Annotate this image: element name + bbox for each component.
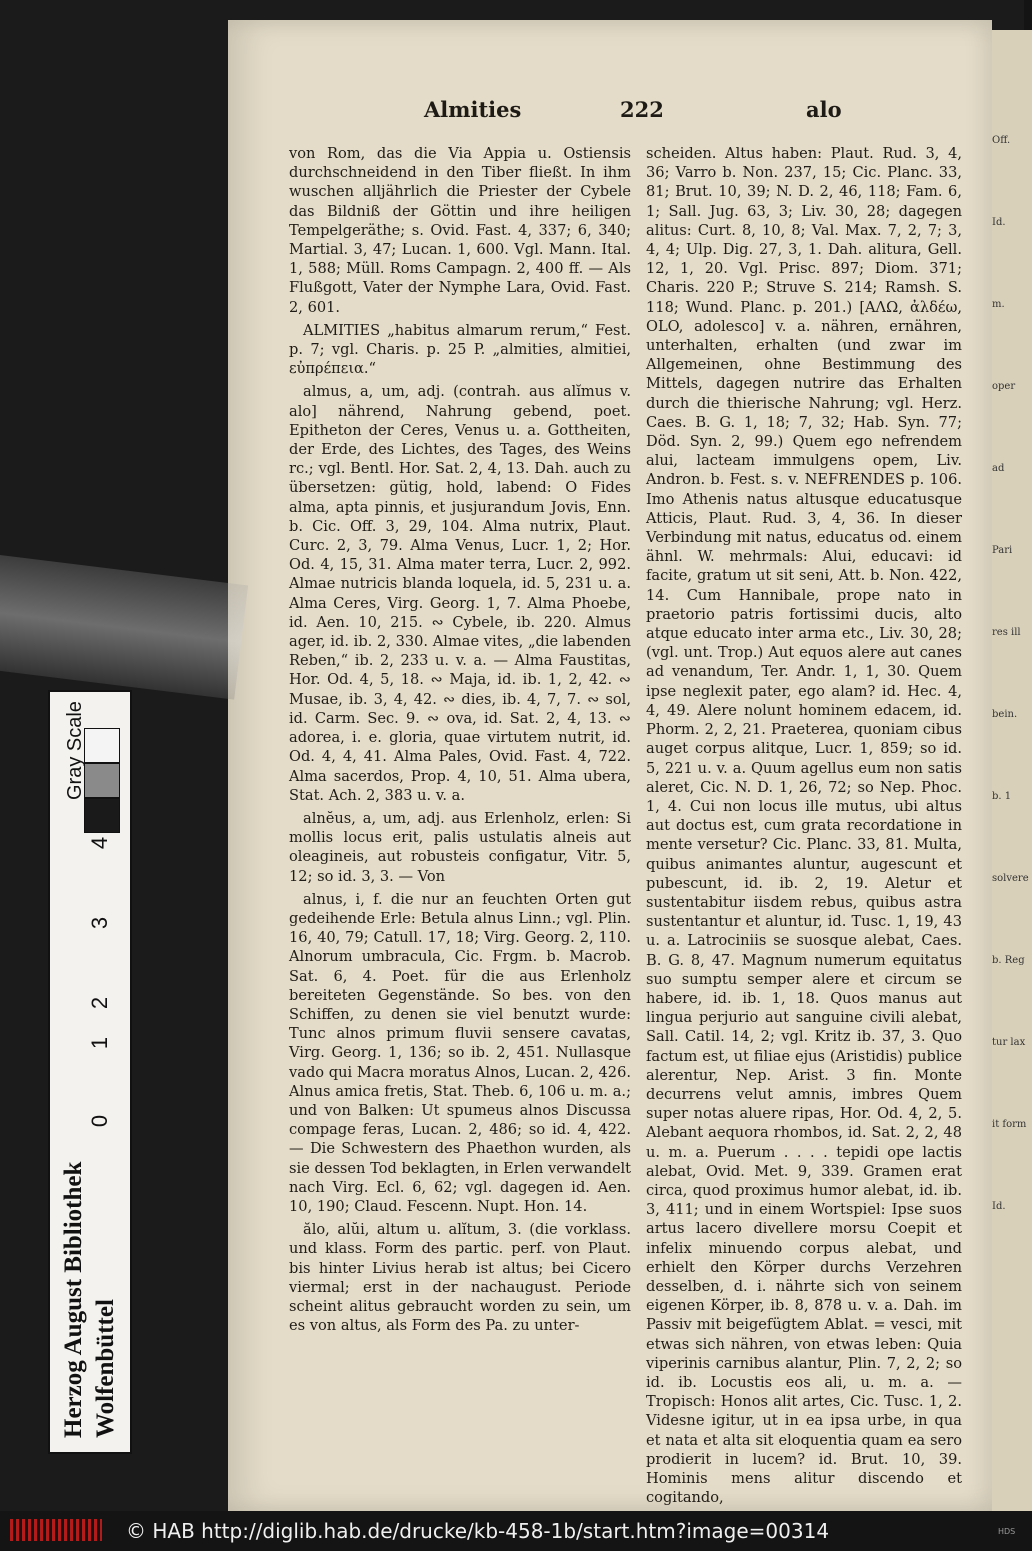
left-column — [289, 144, 631, 1339]
next-page-fragment: tur lax — [992, 1037, 1026, 1048]
next-page-fragment: b. Reg — [992, 955, 1025, 966]
scale-num-0: 0 — [87, 1114, 113, 1128]
next-page-fragment: Id. — [992, 217, 1006, 228]
entry-almities: ALMITIES „habitus almarum rerum,“ Fest. p. 7; vgl. Charis. p. 25 P. „almities, almitiei, εὐπρέπεια.“ — [289, 321, 631, 378]
library-city: Wolfenbüttel — [92, 1299, 119, 1438]
right-column — [646, 144, 962, 1511]
entry-alneus: alnĕus, a, um, adj. aus Erlenholz, erlen: Si mollis locus erit, palis ustulatis alneis aut oleagineis, aut robusteis configatur, Vitr. 5, 12; so id. 3, 3. — Von — [289, 809, 631, 885]
entry-almus: almus, a, um, adj. (contrah. aus alĭmus v. alo] nährend, Nahrung gebend, poet. Epitheton der Ceres, Venus u. a. Gottheiten, der Erde, des Lichtes, des Tages, des Weins rc.; vgl. Bentl. Hor. Sat. 2, 4, 13. Dah. auch zu übersetzen: gütig, hold, labend: O Fides alma, apta pinnis, et jusjurandum Jovis, Enn. b. Cic. Off. 3, 29, 104. Alma nutrix, Plaut. Curc. 2, 3, 79. Alma Venus, Lucr. 1, 2; Hor. Od. 4, 15, 31. Alma mater terra, Lucr. 2, 992. Almae nutricis blanda loquela, id. 5, 231 u. a. Alma Ceres, Virg. Georg. 1, 7. Alma Phoebe, id. Aen. 10, 215. ∾ Cybele, ib. 220. Almus ager, id. ib. 2, 330. Almae vites, „die labenden Reben,“ ib. 2, 233 u. v. a. — Alma Faustitas, Hor. Od. 4, 5, 18. ∾ Maja, id. ib. 1, 2, 42. ∾ Musae, ib. 3, 4, 42. ∾ dies, ib. 4, 7, 7. ∾ sol, id. Carm. Sec. 9. ∾ ova, id. Sat. 2, 4, 13. ∾ adorea, i. e. gloria, quae virtutem nutrit, id. Od. 4, 4, 41. Alma Pales, Ovid. Fast. 4, 722. Alma sacerdos, Prop. 4, 10, 51. Alma ubera, Stat. Ach. 2, 383 u. v. a. — [289, 383, 631, 804]
entry-alnus: alnus, i, f. die nur an feuchten Orten gut gedeihende Erle: Betula alnus Linn.; vgl. Plin. 16, 40, 79; Catull. 17, 18; Virg. Georg. 2, 110. Alnorum umbracula, Cic. Frgm. b. Macrob. Sat. 6, 4. Poet. für die aus Erlenholz bereiteten Gegenstände. So bes. von den Schiffen, zu denen sie viel benutzt wurde: Tunc alnos primum fluvii sensere cavatas, Virg. Georg. 1, 136; so ib. 2, 451. Nullasque vado qui Macra moratus Alnos, Lucan. 2, 426. Alnus amica fretis, Stat. Theb. 6, 106 u. m. a.; und von Balken: Ut spumeus alnos Discussa compage feras, Lucan. 2, 486; so id. 4, 422. — Die Schwestern des Phaethon wurden, als sie dessen Tod beklagten, in Erlen verwandelt nach Virg. Ecl. 6, 62; vgl. dagegen id. Aen. 10, 190; Claud. Fescenn. Nupt. Hon. 14. — [289, 890, 631, 1215]
scale-num-1: 1 — [87, 1036, 113, 1050]
footer-bar — [0, 1511, 1024, 1551]
running-head-left: Almities — [424, 97, 522, 122]
next-page-fragment: solvere — [992, 873, 1029, 884]
library-name: Herzog August Bibliothek — [60, 1161, 87, 1438]
next-page-fragment: Pari — [992, 545, 1013, 556]
next-page-fragment: bein. — [992, 709, 1018, 720]
entry-alo-continued: scheiden. Altus haben: Plaut. Rud. 3, 4, 36; Varro b. Non. 237, 15; Cic. Planc. 33, 81; Brut. 10, 39; N. D. 2, 46, 118; Fam. 6, 1; Sall. Jug. 63, 3; Liv. 30, 28; dagegen alitus: Curt. 8, 10, 8; Val. Max. 7, 2, 7; 3, 4, 4; Ulp. Dig. 27, 3, 1. Dah. alitura, Gell. 12, 1, 20. Vgl. Prisc. 897; Diom. 371; Charis. 220 P.; Struve S. 214; Ramsh. S. 118; Wund. Planc. p. 201.) [ΑΛΩ, ἀλδέω, OLO, adolesco] v. a. nähren, ernähren, unterhalten, erhalten (und zwar im Allgemeinen, ohne Bestimmung des Mittels, dagegen nutrire das Erhalten durch die thierische Nahrung; vgl. Herz. Caes. B. G. 1, 18; 7, 32; Hab. Syn. 77; Död. Syn. 2, 99.) Quem ego nefrendem alui, lacteam immulgens opem, Liv. Andron. b. Fest. s. v. NEFRENDES p. 106. Imo Athenis natus altusque educatusque Atticis, Plaut. Rud. 3, 4, 36. In dieser Verbindung mit natus, educatus od. einem ähnl. W. mehrmals: Alui, educavi: id facite, gratum ut sit seni, Att. b. Non. 422, 14. Cum Hannibale, prope nato in praetorio patris fortissimi ducis, alto atque educato inter arma etc., Liv. 30, 28; (vgl. unt. Trop.) Aut equos alere aut canes ad venandum, Ter. Andr. 1, 1, 30. Quem ipse neglexit pater, ego alam? id. Hec. 4, 4, 49. Alere nolunt hominem edacem, id. Phorm. 2, 2, 21. Praeterea, quoniam cibus auget corpus alitque, Lucr. 1, 859; so id. 5, 221 u. v. a. Quum agellus eum non satis aleret, Cic. N. D. 1, 26, 72; so Nep. Phoc. 1, 4. Cui non locus ille mutus, ubi altus aut doctus est, cum grata recordatione in mente versetur? Cic. Planc. 33, 81. Multa, quibus animantes aluntur, augescunt et pubescunt, id. ib. 2, 19. Aletur et sustentabitur iisdem rebus, quibus astra sustentantur et aluntur, id. Tusc. 1, 19, 43 u. a. Latrociniis se suosque alebat, Caes. B. G. 8, 47. Magnum numerum equitatus suo sumptu semper alere et circum se habere, id. ib. 1, 18. Quos manus aut lingua perjurio aut sanguine civili alebat, Sall. Catil. 14, 2; vgl. Kritz ib. 37, 3. Quo factum est, ut filiae ejus (Aristidis) publice alerentur, Nep. Arist. 3 fin. Monte decurrens velut amnis, imbres Quem super notas aluere ripas, Hor. Od. 4, 2, 5. Alebant aequora rhombos, id. Sat. 2, 2, 48 u. m. a. Puerum . . . . tepidi ope lactis alebat, Ovid. Met. 9, 339. Gramen erat circa, quod proximus humor alebat, id. ib. 3, 411; und in einem Wortspiel: Ipse suos artus lacero divellere morsu Coepit et infelix minuendo corpus alebat, und erhielt den Körper durchs Verzehren desselben, d. i. nährte sich von seinem eigenen Körper, ib. 8, 878 u. v. a. Dah. im Passiv mit beigefügtem Ablat. = vesci, mit etwas sich nähren, von etwas leben: Quia viperinis carnibus alantur, Plin. 7, 2, 2; so id. ib. Locustis eos ali, u. m. a. — Tropisch: Honos alit artes, Cic. Tusc. 1, 2. Videsne igitur, ut in ea ipsa urbe, in qua et nata et alta sit eloquentia quam ea sero prodierit in lucem? id. Brut. 10, 39. Hominis mens alitur discendo et cogitando, — [646, 145, 962, 1507]
next-page-fragment: Id. — [992, 1201, 1006, 1212]
scale-num-3: 3 — [87, 916, 113, 930]
next-page-fragment: res ill — [992, 627, 1021, 638]
footer-mark: HDS — [998, 1527, 1016, 1536]
scale-num-2: 2 — [87, 996, 113, 1010]
entry-continuation: von Rom, das die Via Appia u. Ostiensis durchschneidend in den Tiber fließt. In ihm wuschen alljährlich die Priester der Cybele das Bildniß der Göttin und ihre heiligen Tempelgeräthe; s. Ovid. Fast. 4, 337; 6, 340; Martial. 3, 47; Lucan. 1, 600. Vgl. Mann. Ital. 1, 588; Müll. Roms Campagn. 2, 400 ff. — Als Flußgott, Vater der Nymphe Lara, Ovid. Fast. 2, 601. — [289, 145, 631, 316]
gray-scale-label: Gray Scale — [64, 701, 86, 800]
next-page-fragment: it form — [992, 1119, 1027, 1130]
next-page-fragment: b. 1 — [992, 791, 1012, 802]
next-page-edge — [992, 30, 1032, 1511]
next-page-fragment: ad — [992, 463, 1005, 474]
book-holder-strap — [0, 555, 248, 700]
next-page-fragment: Off. — [992, 135, 1011, 146]
next-page-fragment: m. — [992, 299, 1005, 310]
running-head-right: alo — [806, 97, 842, 122]
page-number: 222 — [620, 97, 664, 122]
entry-alo: ălo, alŭi, altum u. alĭtum, 3. (die vorklass. und klass. Form des partic. perf. von Plaut. bis hinter Livius herab ist altus; bei Cicero viermal; erst in der nachaugust. Periode scheint alitus gebraucht worden zu sein, um es von altus, als Form des Pa. zu unter- — [289, 1221, 631, 1335]
scale-numbers — [88, 700, 128, 1030]
scale-numbers-lower — [87, 1030, 134, 1230]
hab-logo — [10, 1519, 102, 1541]
footer-link[interactable]: © HAB http://diglib.hab.de/drucke/kb-458-1b/start.htm?image=00314 — [126, 1519, 830, 1543]
scale-num-4: 4 — [87, 836, 113, 850]
next-page-fragment: oper — [992, 381, 1016, 392]
